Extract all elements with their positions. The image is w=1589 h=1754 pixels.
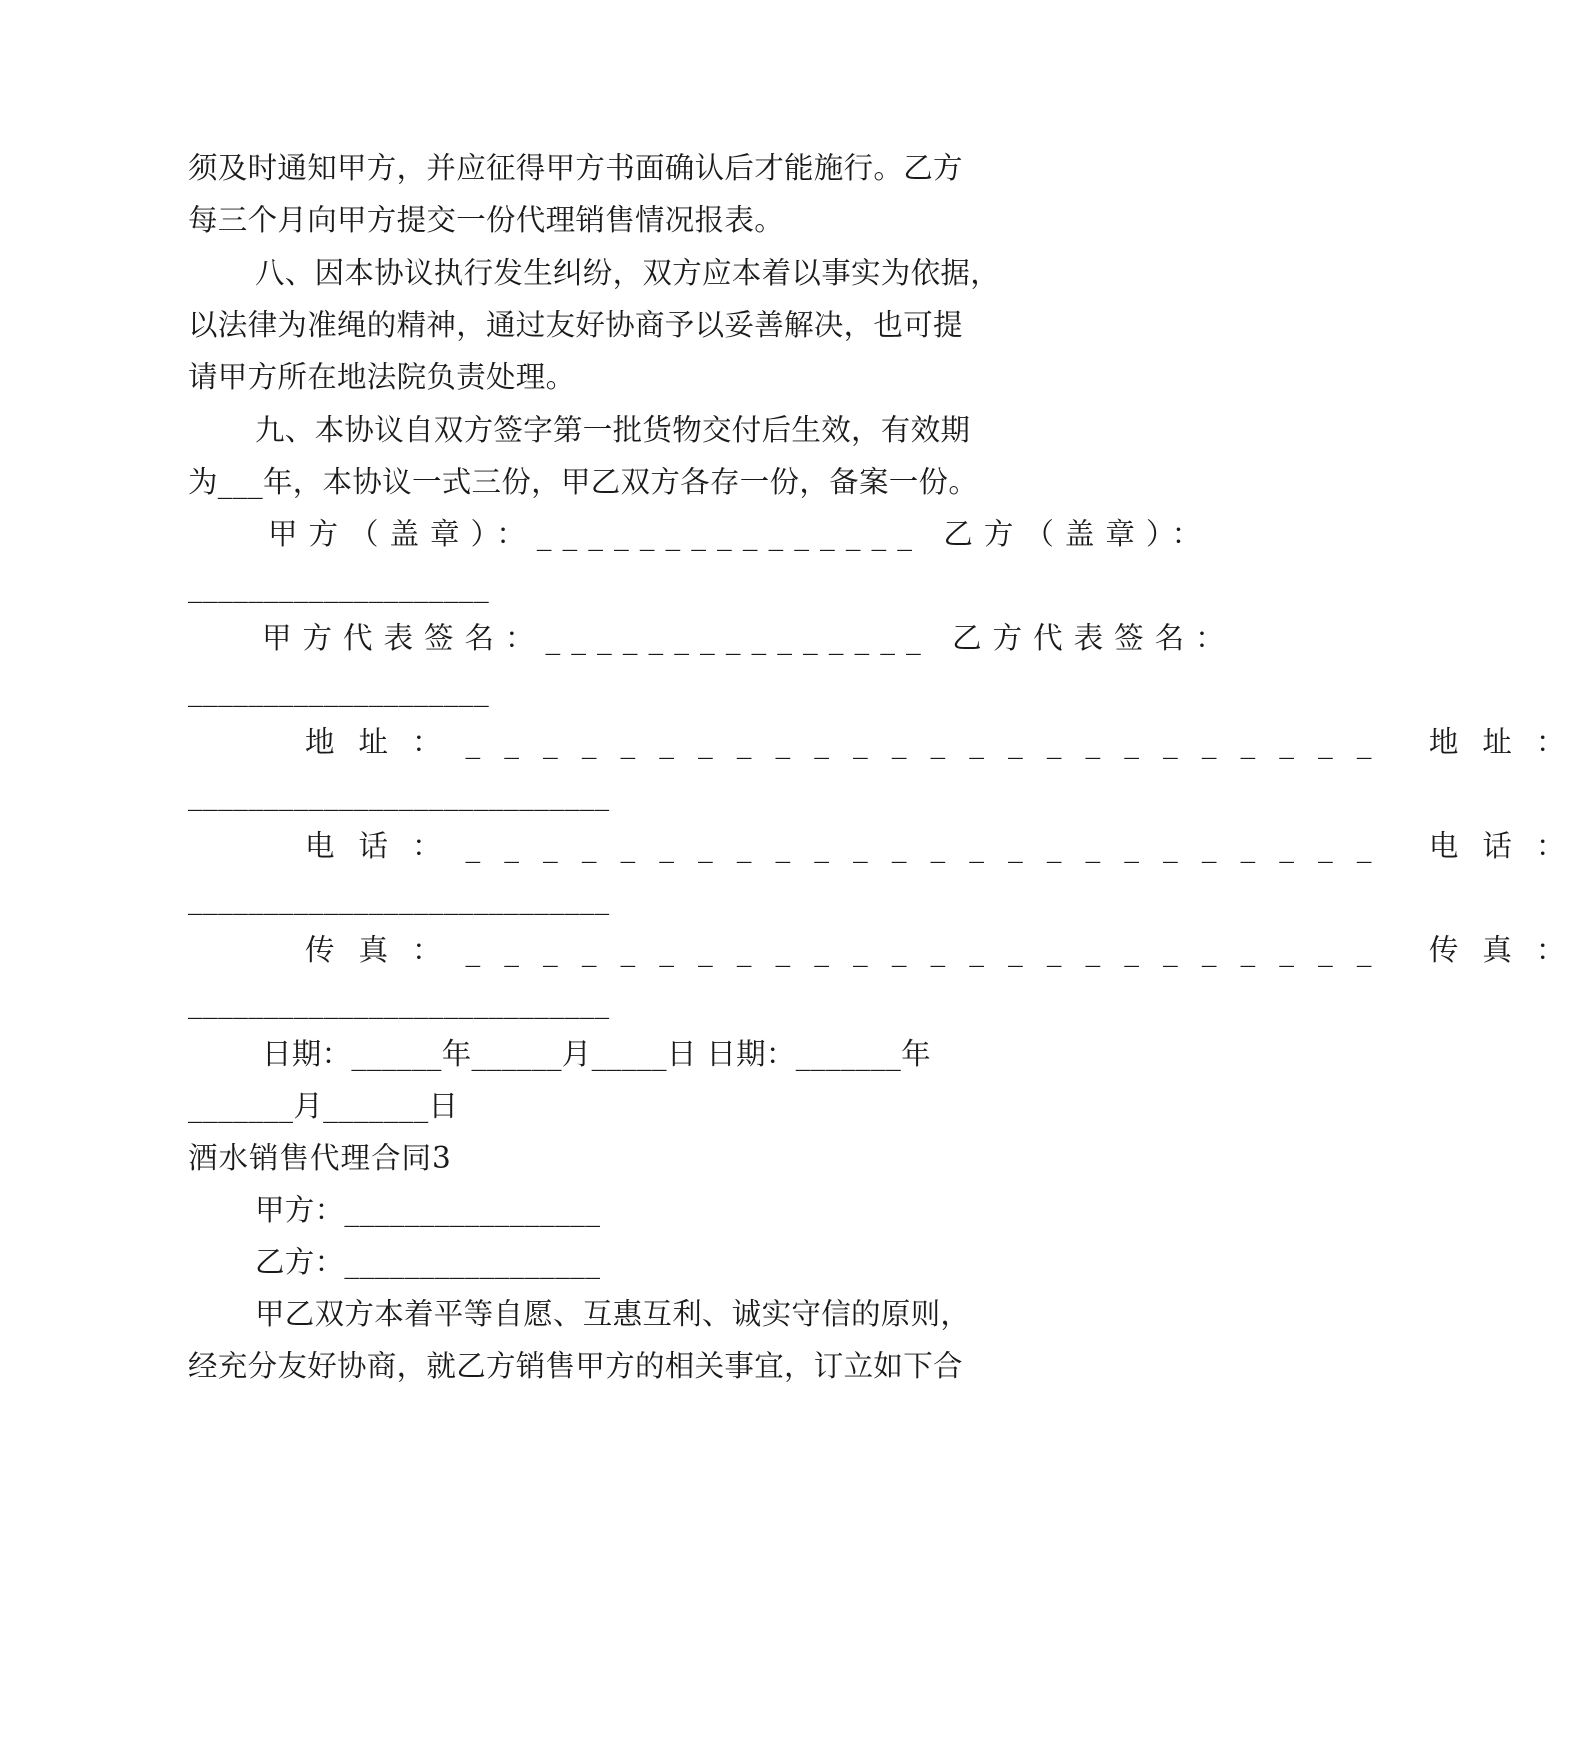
representative-signature-line: 甲方代表签名：_______________ 乙方代表签名： bbox=[262, 621, 1236, 655]
date-line: 日期：______年______月_____日 日期：_______年 bbox=[262, 1037, 931, 1071]
blank-line: ____________________ bbox=[188, 673, 489, 707]
seal-signature-line: 甲方（盖章）：_______________ 乙方（盖章）： bbox=[268, 517, 1213, 551]
blank-line: ____________________________ bbox=[188, 985, 610, 1019]
paragraph-line: 每三个月向甲方提交一份代理销售情况报表。 bbox=[188, 203, 785, 237]
paragraph-line: 以法律为准绳的精神，通过友好协商予以妥善解决，也可提 bbox=[188, 308, 963, 342]
blank-line: ____________________________ bbox=[188, 777, 610, 811]
party-b-field: 乙方：_________________ bbox=[255, 1245, 601, 1279]
clause-nine-line: 九、本协议自双方签字第一批货物交付后生效，有效期 bbox=[255, 413, 971, 447]
blank-line: ____________________________ bbox=[188, 881, 610, 915]
section-title: 酒水销售代理合同3 bbox=[188, 1141, 452, 1175]
clause-eight-line: 八、因本协议执行发生纠纷，双方应本着以事实为依据， bbox=[255, 256, 1001, 290]
paragraph-line: 为___年，本协议一式三份，甲乙双方各存一份，备案一份。 bbox=[188, 465, 979, 499]
fax-line: 传真：________________________ 传真： bbox=[305, 933, 1589, 967]
party-a-field: 甲方：_________________ bbox=[255, 1193, 601, 1227]
intro-paragraph-line: 甲乙双方本着平等自愿、互惠互利、诚实守信的原则， bbox=[255, 1297, 971, 1331]
phone-line: 电话：________________________ 电话： bbox=[305, 829, 1589, 863]
date-line-continued: _______月_______日 bbox=[188, 1089, 459, 1123]
address-line: 地址：________________________ 地址： bbox=[305, 725, 1589, 759]
paragraph-line: 经充分友好协商，就乙方销售甲方的相关事宜，订立如下合 bbox=[188, 1349, 963, 1383]
blank-line: ____________________ bbox=[188, 569, 489, 603]
paragraph-line: 请甲方所在地法院负责处理。 bbox=[188, 360, 576, 394]
paragraph-line: 须及时通知甲方，并应征得甲方书面确认后才能施行。乙方 bbox=[188, 151, 963, 185]
